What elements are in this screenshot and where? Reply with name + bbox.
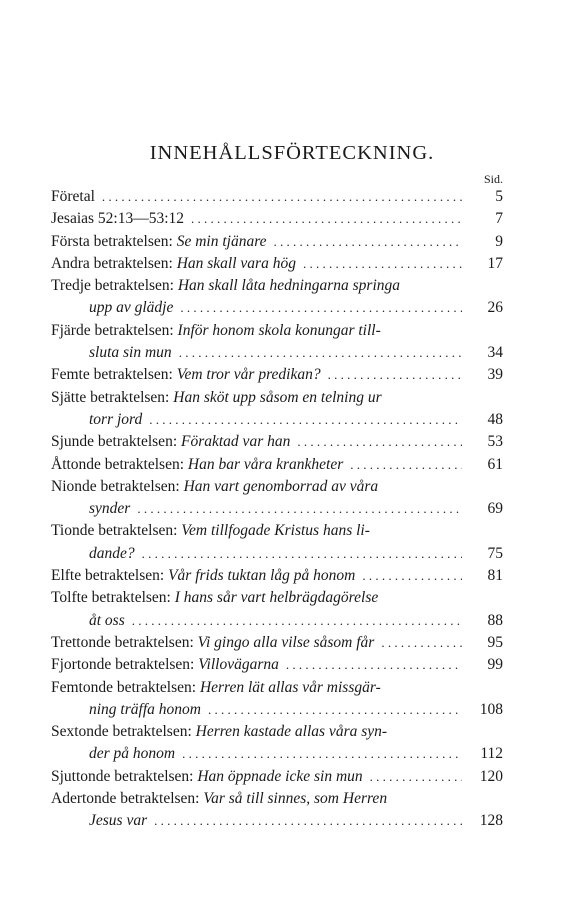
toc-entry-label	[51, 231, 267, 253]
toc-entry-title: Han skall vara hög	[176, 254, 296, 272]
page-column-header: Sid.	[483, 172, 503, 186]
toc-entry-title: åt oss	[89, 611, 125, 629]
dot-leader	[182, 743, 462, 765]
page-title: INNEHÅLLSFÖRTECKNING.	[149, 142, 435, 164]
dot-leader	[350, 454, 462, 476]
toc-entry-heading: Företal	[51, 188, 95, 205]
toc-line	[51, 253, 503, 275]
dot-leader	[180, 297, 462, 319]
toc-line	[51, 431, 503, 453]
toc-page-number: 17	[487, 254, 503, 272]
toc-line	[51, 810, 503, 832]
dot-leader	[328, 364, 462, 386]
toc-entry-label	[51, 587, 503, 609]
toc-page-number: 112	[480, 745, 503, 763]
toc-line	[51, 520, 503, 542]
toc-entry-heading: Adertonde betraktelsen:	[51, 790, 204, 808]
dot-leader	[297, 431, 462, 453]
toc-entry-title: der på honom	[89, 745, 176, 763]
dot-leader	[132, 610, 462, 632]
toc-page-number: 61	[487, 455, 503, 473]
toc-line	[51, 565, 503, 587]
toc-line	[51, 587, 503, 609]
toc-line	[51, 275, 503, 297]
toc-line	[51, 654, 503, 676]
toc-entry-title: ning träffa honom	[89, 700, 201, 718]
toc-entry-label	[51, 677, 503, 699]
toc-entry-title: Villovägarna	[198, 656, 279, 674]
toc-entry-title: Herren kastade allas våra syn-	[195, 723, 388, 741]
toc-entry-label	[89, 543, 135, 565]
toc-line	[51, 498, 503, 520]
toc-entry-title: Jesus var	[89, 812, 148, 830]
toc-entry-label	[51, 186, 95, 208]
toc-entry-title: dande?	[89, 544, 135, 562]
toc-entry-title: Vem tillfogade Kristus hans li-	[181, 522, 370, 540]
dot-leader	[142, 543, 462, 565]
toc-entry-title: Var så till sinnes, som Herren	[203, 790, 388, 808]
toc-entry-title: Han skall låta hedningarna springa	[177, 277, 401, 295]
toc-entry-title: synder	[89, 500, 131, 518]
toc-page-number: 120	[479, 767, 503, 785]
toc-page-number: 39	[487, 366, 503, 384]
toc-entry-label	[89, 699, 201, 721]
toc-entry-title: Föraktad var han	[181, 433, 291, 451]
toc-entry-title: torr jord	[89, 410, 143, 428]
toc-entry-heading: Andra betraktelsen:	[51, 254, 177, 272]
toc-entry-heading: Femtonde betraktelsen:	[51, 678, 200, 696]
toc-entry-label	[89, 409, 142, 431]
toc-entry-label	[51, 454, 343, 476]
toc-line	[51, 387, 503, 409]
toc-entry-label	[51, 387, 503, 409]
toc-line	[51, 543, 503, 565]
toc-page-number: 108	[479, 700, 503, 718]
dot-leader	[208, 699, 462, 721]
toc-entry-title: Herren lät allas vår missgär-	[199, 678, 381, 696]
table-of-contents	[51, 186, 503, 833]
toc-line	[51, 788, 503, 810]
toc-line	[51, 677, 503, 699]
toc-entry-title: Vem tror vår predikan?	[176, 366, 321, 384]
toc-entry-heading: Fjortonde betraktelsen:	[51, 656, 199, 674]
toc-entry-title: Se min tjänare	[176, 232, 267, 250]
toc-page-number: 95	[487, 633, 503, 651]
toc-entry-heading: Tredje betraktelsen:	[51, 277, 178, 295]
toc-entry-label	[89, 743, 175, 765]
toc-entry-title: upp av glädje	[89, 299, 174, 317]
toc-entry-label	[51, 208, 184, 230]
dot-leader	[149, 409, 462, 431]
toc-entry-heading: Nionde betraktelsen:	[51, 477, 184, 495]
toc-line	[51, 610, 503, 632]
toc-entry-label	[51, 721, 503, 743]
dot-leader	[370, 766, 462, 788]
toc-entry-heading: Sjätte betraktelsen:	[51, 388, 174, 406]
toc-page-number: 69	[487, 500, 503, 518]
toc-entry-title: Han bar våra krankheter	[187, 455, 344, 473]
toc-entry-heading: Första betraktelsen:	[51, 232, 177, 250]
toc-entry-title: Han sköt upp såsom en telning ur	[173, 388, 382, 406]
toc-entry-heading: Femte betraktelsen:	[51, 366, 177, 384]
toc-entry-heading: Sextonde betraktelsen:	[51, 723, 196, 741]
toc-entry-label	[51, 632, 374, 654]
dot-leader	[191, 208, 462, 230]
toc-entry-heading: Åttonde betraktelsen:	[51, 455, 188, 473]
toc-page-number: 34	[487, 344, 503, 362]
toc-page-number: 88	[487, 611, 503, 629]
dot-leader	[303, 253, 462, 275]
toc-entry-heading: Trettonde betraktelsen:	[51, 633, 198, 651]
dot-leader	[381, 632, 462, 654]
toc-page-number: 99	[487, 656, 503, 674]
toc-entry-label	[89, 342, 172, 364]
toc-line	[51, 743, 503, 765]
toc-page-number: 81	[487, 567, 503, 585]
toc-line	[51, 766, 503, 788]
toc-entry-title: Vi gingo alla vilse såsom får	[197, 633, 375, 651]
toc-entry-label	[89, 610, 125, 632]
dot-leader	[274, 231, 462, 253]
toc-entry-label	[89, 297, 173, 319]
toc-entry-label	[51, 654, 279, 676]
dot-leader	[286, 654, 462, 676]
dot-leader	[362, 565, 462, 587]
toc-line	[51, 721, 503, 743]
toc-line	[51, 364, 503, 386]
toc-entry-heading: Sjunde betraktelsen:	[51, 433, 181, 451]
toc-page-number: 5	[495, 188, 503, 205]
toc-line	[51, 632, 503, 654]
toc-page-number: 7	[495, 210, 503, 228]
toc-entry-title: Han öppnade icke sin mun	[197, 767, 363, 785]
toc-entry-label	[51, 253, 296, 275]
toc-entry-label	[51, 364, 321, 386]
toc-line	[51, 320, 503, 342]
toc-entry-title: Han vart genomborrad av våra	[183, 477, 379, 495]
toc-entry-label	[51, 565, 355, 587]
toc-entry-label	[89, 810, 147, 832]
toc-entry-label	[51, 520, 503, 542]
toc-entry-title: Inför honom skola konungar till-	[177, 321, 381, 339]
toc-entry-label	[51, 431, 290, 453]
toc-entry-label	[89, 498, 130, 520]
toc-entry-label	[51, 476, 503, 498]
dot-leader	[179, 342, 462, 364]
dot-leader	[102, 186, 462, 208]
toc-page-number: 9	[495, 232, 503, 250]
toc-entry-heading: Sjuttonde betraktelsen:	[51, 767, 198, 785]
dot-leader	[137, 498, 462, 520]
toc-entry-title: I hans sår vart helbrägdagörelse	[174, 589, 379, 607]
toc-entry-label	[51, 275, 503, 297]
toc-entry-label	[51, 320, 503, 342]
toc-entry-title: sluta sin mun	[89, 344, 172, 362]
toc-line	[51, 699, 503, 721]
toc-line	[51, 208, 503, 230]
toc-entry-heading: Tolfte betraktelsen:	[51, 589, 175, 607]
toc-entry-label	[51, 766, 363, 788]
toc-line	[51, 297, 503, 319]
toc-line	[51, 231, 503, 253]
toc-page-number: 26	[487, 299, 503, 317]
toc-line	[51, 454, 503, 476]
toc-page-number: 128	[479, 812, 503, 830]
toc-page-number: 48	[487, 410, 503, 428]
toc-entry-label	[51, 788, 503, 810]
toc-entry-heading: Elfte betraktelsen:	[51, 567, 169, 585]
toc-line	[51, 409, 503, 431]
toc-entry-heading: Fjärde betraktelsen:	[51, 321, 178, 339]
toc-line	[51, 186, 503, 208]
toc-entry-heading: Tionde betraktelsen:	[51, 522, 182, 540]
toc-entry-title: Vår frids tuktan låg på honom	[168, 567, 356, 585]
toc-entry-heading: Jesaias 52:13—53:12	[51, 210, 185, 228]
toc-page-number: 53	[487, 433, 503, 451]
toc-line	[51, 476, 503, 498]
toc-line	[51, 342, 503, 364]
dot-leader	[154, 810, 462, 832]
toc-page-number: 75	[487, 544, 503, 562]
